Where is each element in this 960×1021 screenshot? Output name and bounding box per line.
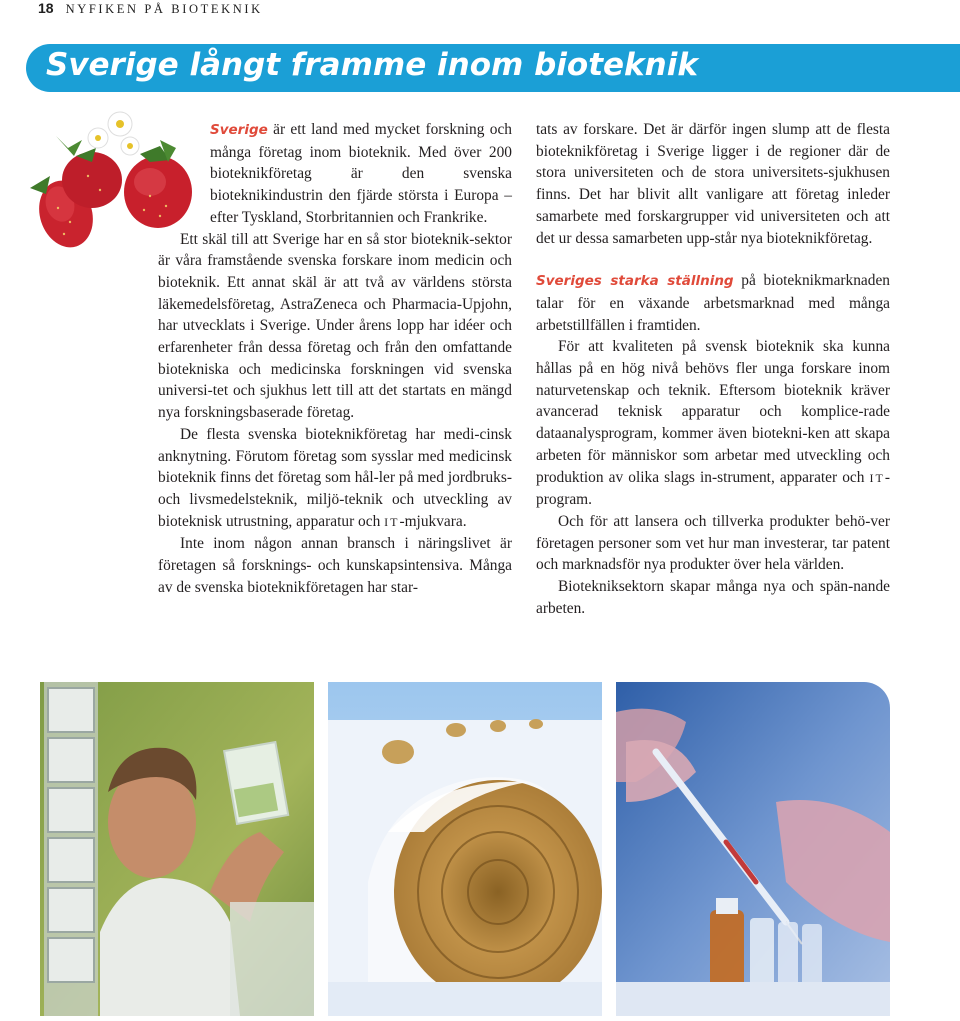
lead-word: Sverige — [210, 122, 268, 138]
running-title: NYFIKEN PÅ BIOTEKNIK — [65, 2, 263, 16]
paragraph-quality — [536, 336, 890, 511]
researcher-photo — [40, 682, 314, 1016]
page-number: 18 — [38, 0, 54, 16]
paragraph-position-text: på bioteknikmarknaden talar för en växande arbetsmarknad med många arbetstillfällen i framtiden. — [536, 272, 890, 334]
running-header — [38, 0, 263, 18]
paragraph-companies-end: -mjukvara. — [399, 512, 467, 530]
title-band — [26, 44, 960, 92]
syringe-photo — [616, 682, 890, 1016]
paragraph-launch: Och för att lansera och tillverka produkter behö-ver företagen personer som vet hur man investerar, tar patent och marknadsför nya produkter över hela världen. — [536, 512, 890, 574]
abbr-it: IT — [869, 470, 885, 485]
paragraph-quality-end: -program. — [536, 468, 890, 509]
lead-phrase: Sveriges starka ställning — [536, 273, 734, 290]
paragraph-intensity: Inte inom någon annan bransch i näringslivet är företagen så forsknings- och kunskapsintensiva. Många av de svenska bioteknikföretagen har star- — [158, 535, 512, 596]
paragraph-companies — [158, 424, 512, 534]
article-column-left — [158, 119, 512, 598]
paragraph-intro — [158, 119, 512, 229]
paragraph-quality-text: För att kvaliteten på svensk bioteknik ska kunna hållas på en hög nivå behövs fler unga forskare inom naturvetenskap och teknik. Eftersom bioteknik kräver avancerad teknisk apparatur och komplice-rade dataanalysprogram, kommer även biotekni-ken att skapa arbeten för människor som arbetar med utveckling och produktion av olika slags in-strument, apparater och — [536, 338, 890, 486]
paragraph-reasons: Ett skäl till att Sverige har en så stor bioteknik-sektor är våra framstående svenska forskare inom medicin och bioteknik. Ett annat skäl är att två av världens största läkemedelsföretag, AstraZeneca och Pharmacia-Upjohn, har utvecklats i Sverige. Under årens lopp har idéer och erfarenheter från dessa företag och från den omfattande biotekniska och medicinska forskningen vid svenska universi-tet och sjukhus lett till att det startats en mängd nya forskningsbaserade företag. — [158, 230, 512, 422]
hay-bale-photo — [328, 682, 602, 1016]
abbr-it: IT — [384, 514, 400, 529]
paragraph-closing: Biotekniksektorn skapar många nya och spän-nande arbeten. — [536, 578, 890, 617]
paragraph-intro-text: är ett land med mycket forskning och många företag inom bioteknik. Med över 200 bioteknikföretag är den svenska bioteknikindustrin den fjärde största i Europa – efter Tyskland, Storbritannien och Frankrike. — [210, 121, 512, 226]
paragraph-continued: tats av forskare. Det är därför ingen slump att de flesta bioteknikföretag i Sverige ligger i de regioner där de stora universiteten och de stora universitets-sjukhusen finns. Det har blivit allt vanligare att företag inleder samarbete med forskargrupper vid universiteten och att det ur dessa samarbeten upp-står nya bioteknikföretag. — [536, 121, 890, 247]
article-title: Sverige långt framme inom bioteknik — [46, 47, 698, 83]
paragraph-position — [536, 270, 890, 336]
article-column-right — [536, 119, 890, 619]
paragraph-companies-text: De flesta svenska bioteknikföretag har medi-cinsk anknytning. Förutom företag som sysslar med medicinsk bioteknik finns det företag som hål-ler på med jordbruks- och livsmedelsteknik, miljö-teknik och utveckling av bioteknisk utrustning, apparatur och — [158, 425, 512, 530]
